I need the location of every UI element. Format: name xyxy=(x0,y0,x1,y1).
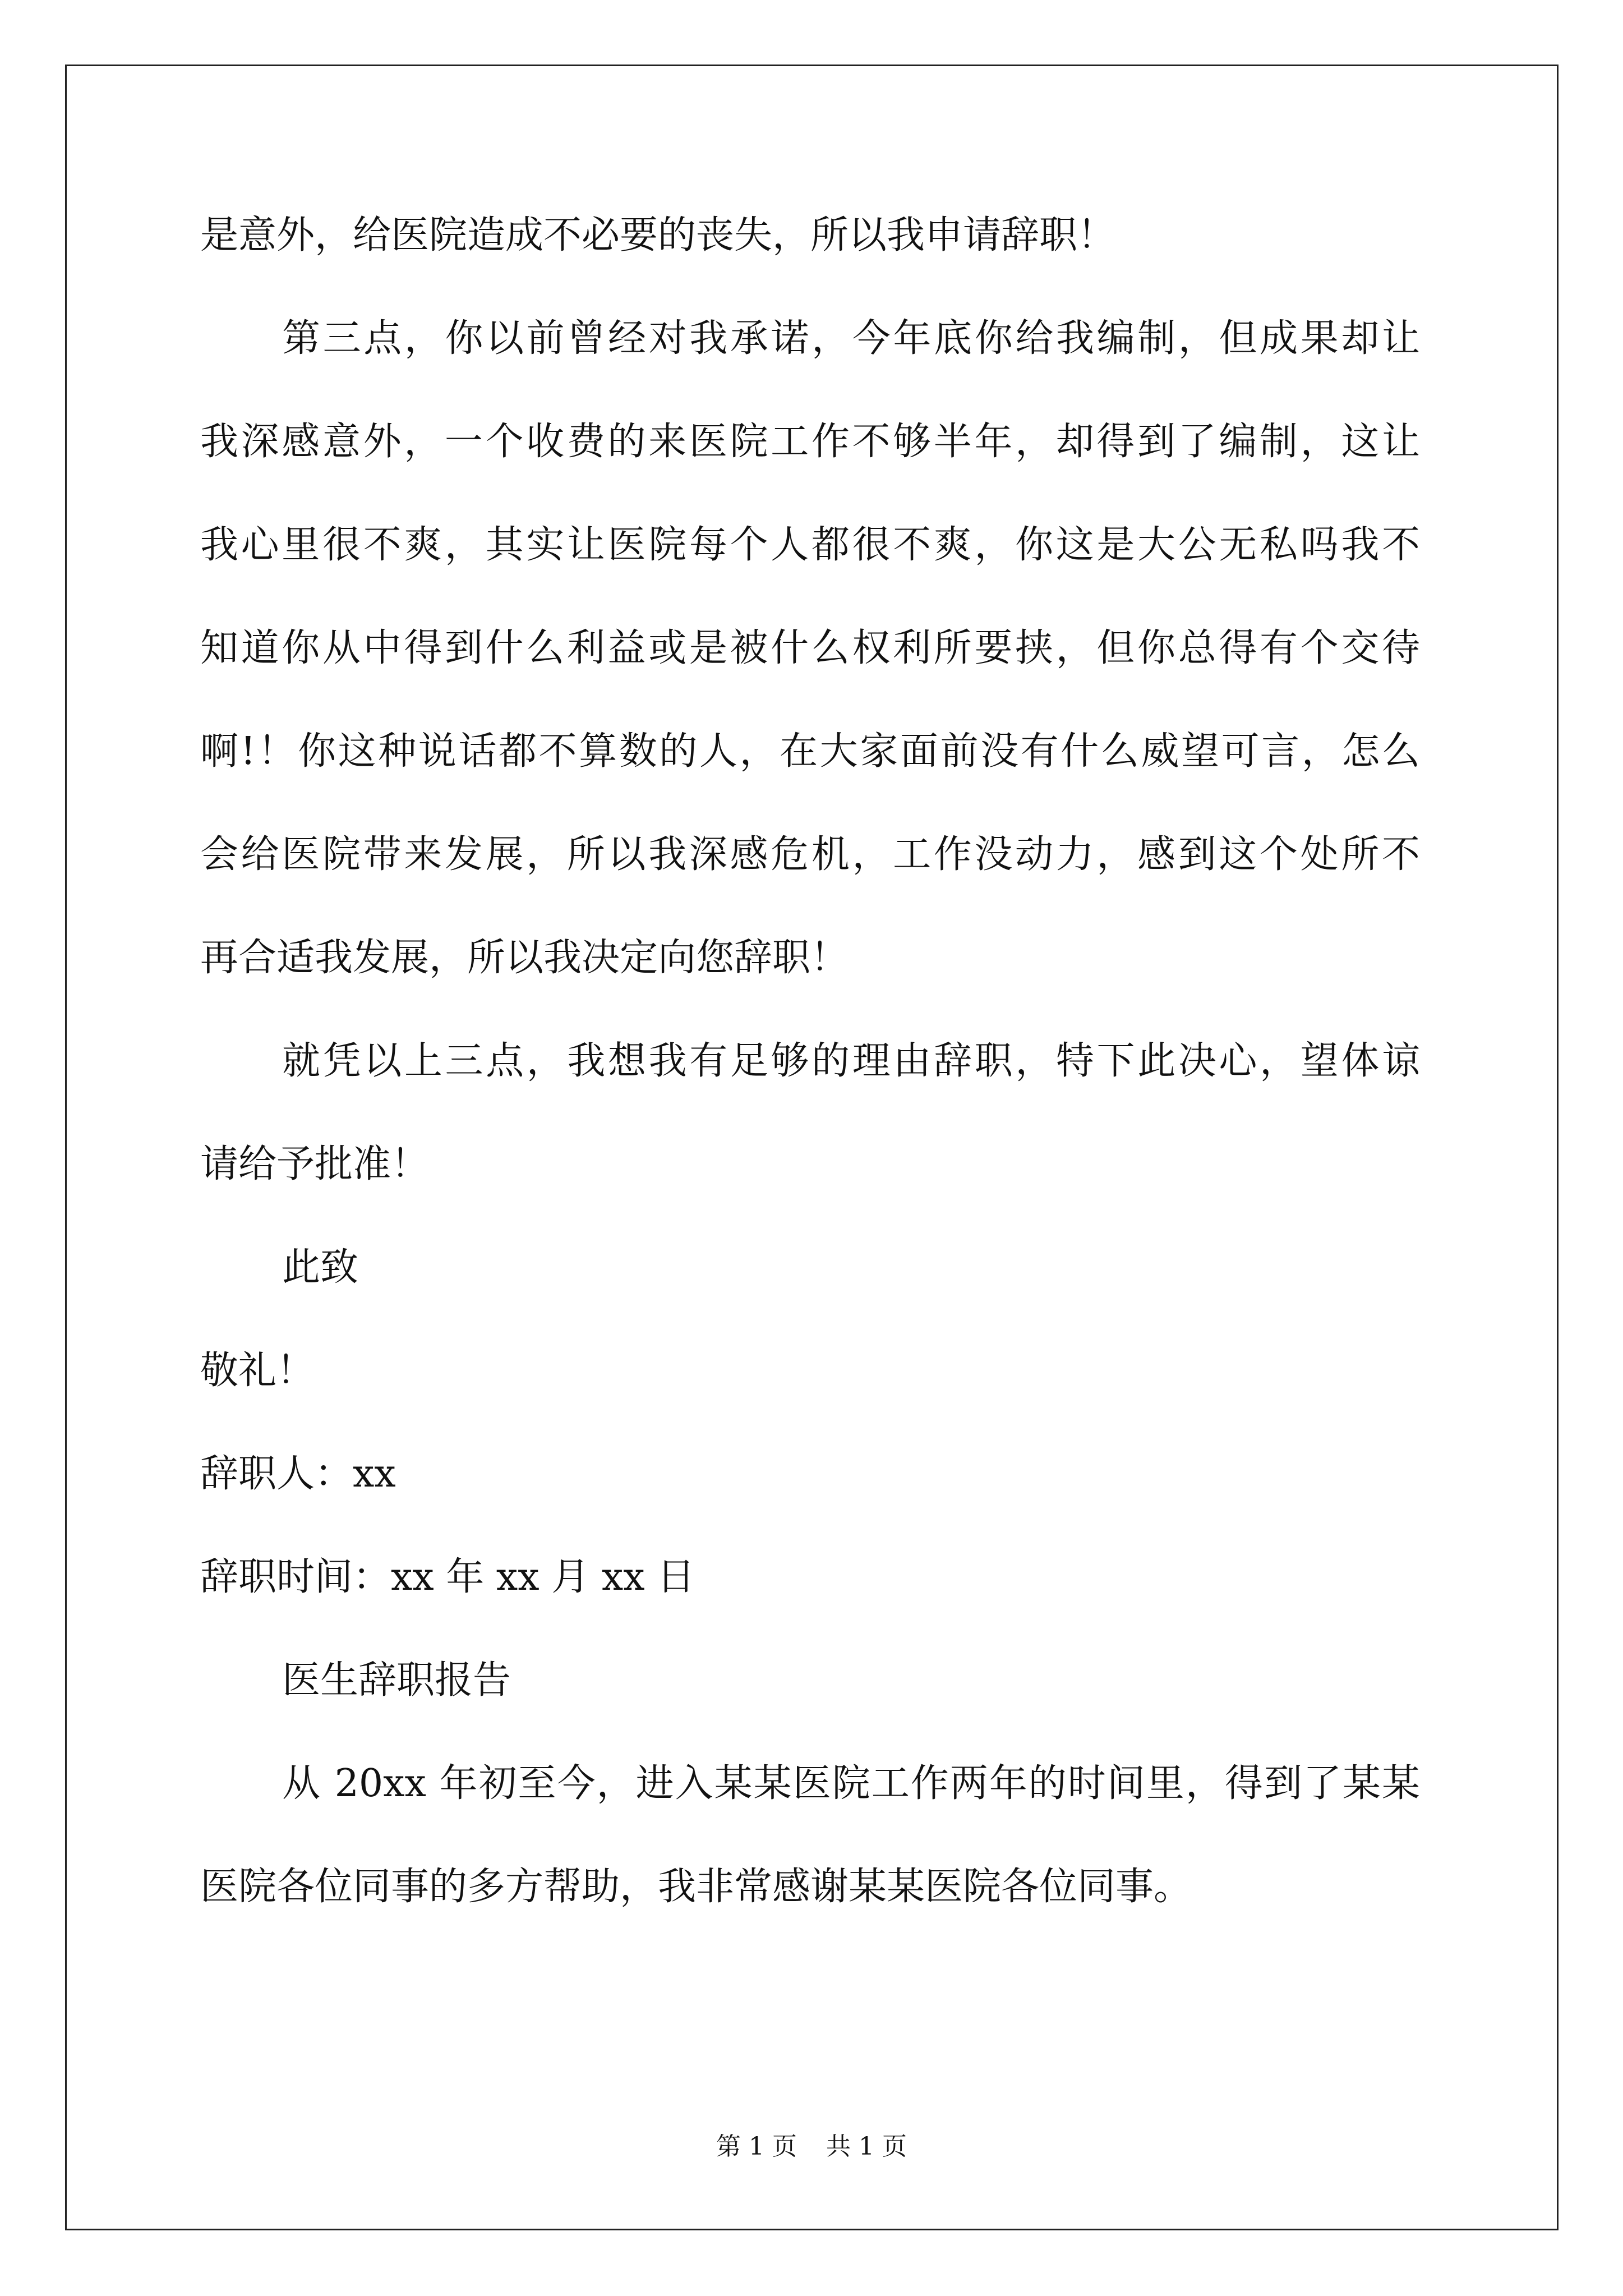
text-line: 辞职人：xx xyxy=(200,1452,396,1496)
paragraph-3 xyxy=(200,1010,1420,1216)
paragraph-salute xyxy=(200,1319,1420,1423)
text-line: 我心里很不爽，其实让医院每个人都很不爽，你这是大公无私吗我不 xyxy=(200,523,1420,567)
text-line: 再合适我发展，所以我决定向您辞职！ xyxy=(200,936,849,980)
text-line: 是意外，给医院造成不必要的丧失，所以我申请辞职！ xyxy=(200,213,1116,257)
page-number: 第 1 页 xyxy=(716,2132,797,2161)
text-line: 我深感意外，一个收费的来医院工作不够半年，却得到了编制，这让 xyxy=(200,420,1420,464)
text-line: 知道你从中得到什么利益或是被什么权利所要挟，但你总得有个交待 xyxy=(200,626,1420,670)
text-line: 敬礼！ xyxy=(200,1349,315,1393)
text-line: 医生辞职报告 xyxy=(282,1658,511,1703)
text-line: 医院各位同事的多方帮助，我非常感谢某某医院各位同事。 xyxy=(200,1865,1192,1909)
section-title xyxy=(200,1629,1420,1732)
document-body xyxy=(200,213,1420,1939)
text-line: 啊!！你这种说话都不算数的人，在大家面前没有什么威望可言，怎么 xyxy=(200,729,1420,774)
signer-line xyxy=(200,1423,1420,1526)
date-line xyxy=(200,1526,1420,1629)
text-line: 会给医院带来发展，所以我深感危机，工作没动力，感到这个处所不 xyxy=(200,832,1420,877)
text-line: 辞职时间：xx 年 xx 月 xx 日 xyxy=(200,1555,695,1599)
paragraph-9 xyxy=(200,1732,1420,1939)
paragraph-1 xyxy=(200,184,1420,287)
page-total: 共 1 页 xyxy=(826,2132,907,2161)
paragraph-2 xyxy=(200,287,1420,1010)
text-line: 此致 xyxy=(282,1245,359,1290)
text-line: 从 20xx 年初至今，进入某某医院工作两年的时间里，得到了某某 xyxy=(282,1761,1420,1806)
paragraph-closing xyxy=(200,1216,1420,1319)
text-line: 第三点，你以前曾经对我承诺，今年底你给我编制，但成果却让 xyxy=(282,316,1420,361)
text-line: 就凭以上三点，我想我有足够的理由辞职，特下此决心，望体谅 xyxy=(282,1039,1420,1083)
text-line: 请给予批准！ xyxy=(200,1142,430,1186)
page-footer xyxy=(0,2134,1623,2159)
